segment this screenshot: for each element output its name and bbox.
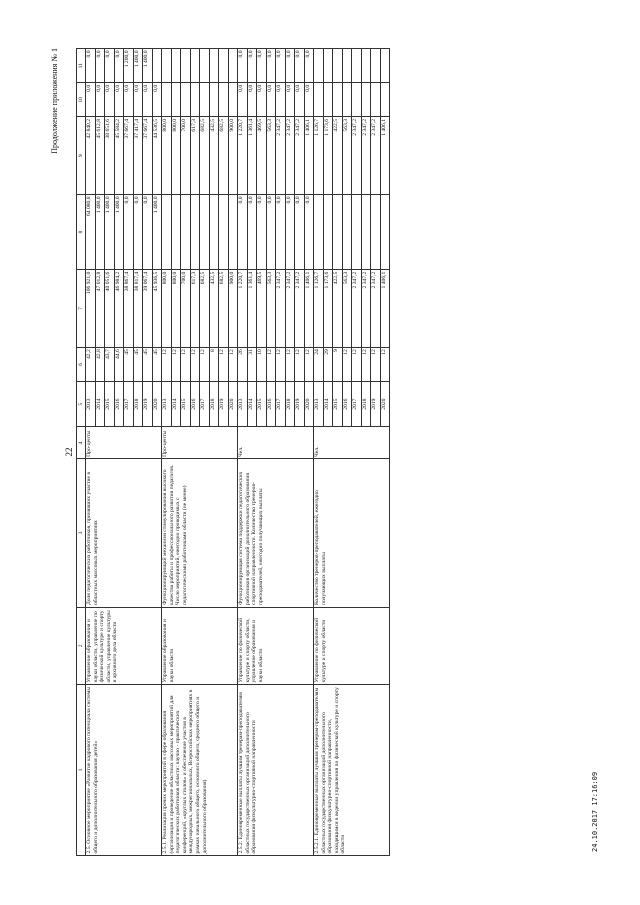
activity-name-cell: 2.5. Основное мероприятие «Развитие кадрового потенциала системы общего и дополнительного образования детей»: [86, 685, 162, 856]
year-cell: 2017: [124, 381, 134, 427]
value-cell: [314, 83, 324, 117]
year-cell: 2013: [86, 381, 96, 427]
indicator-cell: Доля педагогических работников, принявших участие в областных массовых мероприятиях: [86, 459, 162, 607]
value-cell: 0,0: [304, 83, 314, 117]
activity-name-cell: 2.5.1. Реализация прочих мероприятий в сфере образования (организация и проведение областных массовых мероприятий для педагогических работников области: научно - практических конференций, «круглых столов» и обеспечение участия в международных, межрегиональных, Всероссийских мероприятиях в рамках начального общего, основного общего, среднего общего и дополнительного образования): [162, 685, 238, 856]
value-cell: 45 584,2: [114, 117, 124, 195]
value-cell: 0,0: [247, 194, 257, 269]
year-cell: 2020: [228, 381, 238, 427]
value-cell: 0,0: [143, 83, 153, 117]
value-cell: 2 347,2: [361, 117, 371, 195]
value-cell: 617,3: [190, 117, 200, 195]
value-cell: [219, 49, 229, 83]
value-cell: 0,0: [238, 83, 248, 117]
value-cell: [209, 194, 219, 269]
year-cell: 2017: [200, 381, 210, 427]
value-cell: 45: [152, 347, 162, 381]
year-cell: 2017: [276, 381, 286, 427]
value-cell: 12: [285, 347, 295, 381]
value-cell: [181, 194, 191, 269]
value-cell: 2 347,2: [285, 270, 295, 348]
value-cell: 0,0: [238, 194, 248, 269]
unit-cell: Чел.: [314, 427, 390, 459]
indicator-cell: Функционирующий механизм стимулирования высокого качества работы и профессионального развития педагогов. Число мероприятий, ежегодно проводимых с педагогическими работниками области (не менее): [162, 459, 238, 607]
value-cell: 1 220,7: [238, 270, 248, 348]
value-cell: [152, 49, 162, 83]
value-cell: 37 667,4: [143, 117, 153, 195]
value-cell: 0,0: [114, 49, 124, 83]
value-cell: 0,0: [86, 49, 96, 83]
column-number: 8: [77, 194, 86, 269]
year-cell: 2013: [162, 381, 172, 427]
value-cell: 1 126,7: [314, 270, 324, 348]
value-cell: 12: [295, 347, 305, 381]
value-cell: [342, 83, 352, 117]
value-cell: 0,0: [295, 194, 305, 269]
value-cell: 0,0: [266, 83, 276, 117]
value-cell: 12: [190, 347, 200, 381]
value-cell: 38 651,6: [105, 117, 115, 195]
value-cell: 26: [238, 347, 248, 381]
value-cell: 12: [342, 347, 352, 381]
value-cell: 1 220,7: [238, 117, 248, 195]
value-cell: 12: [276, 347, 286, 381]
value-cell: [190, 194, 200, 269]
table-row: [86, 49, 96, 856]
value-cell: 2 347,2: [276, 117, 286, 195]
year-cell: 2020: [152, 381, 162, 427]
year-cell: 2018: [133, 381, 143, 427]
value-cell: [323, 49, 333, 83]
value-cell: 37 667,4: [124, 117, 134, 195]
year-cell: 2015: [257, 381, 267, 427]
value-cell: [314, 194, 324, 269]
value-cell: 0,0: [304, 194, 314, 269]
value-cell: 12: [162, 347, 172, 381]
year-cell: 2017: [352, 381, 362, 427]
page-header: [48, 48, 74, 856]
value-cell: 1 400,0: [143, 49, 153, 83]
value-cell: 0,0: [95, 83, 105, 117]
year-cell: 2013: [314, 381, 324, 427]
value-cell: 45 612,8: [95, 117, 105, 195]
value-cell: 0,0: [238, 49, 248, 83]
value-cell: 563,3: [342, 117, 352, 195]
value-cell: 45: [124, 347, 134, 381]
unit-cell: Про-центы: [86, 427, 162, 459]
page-number: 22: [64, 447, 74, 457]
year-cell: 2020: [380, 381, 390, 427]
year-cell: 2016: [114, 381, 124, 427]
value-cell: 12: [171, 347, 181, 381]
appendix-label: Продолжение приложения № 1: [50, 48, 59, 154]
value-cell: 0,0: [95, 49, 105, 83]
executor-cell: Управление по физической культуре и спорту области, управление образования и науки области: [238, 607, 314, 685]
value-cell: 432,5: [209, 117, 219, 195]
value-cell: 12: [219, 347, 229, 381]
value-cell: 43,7: [105, 347, 115, 381]
value-cell: [200, 83, 210, 117]
value-cell: 0,0: [247, 83, 257, 117]
value-cell: [209, 49, 219, 83]
value-cell: 900,0: [228, 117, 238, 195]
value-cell: 682,5: [200, 270, 210, 348]
value-cell: 42 840,2: [86, 117, 96, 195]
value-cell: 0,0: [152, 83, 162, 117]
value-cell: 0,0: [257, 83, 267, 117]
value-cell: 12: [181, 347, 191, 381]
value-cell: [171, 49, 181, 83]
year-cell: 2018: [361, 381, 371, 427]
value-cell: 1 126,7: [314, 117, 324, 195]
value-cell: 2 347,2: [352, 270, 362, 348]
value-cell: 0,0: [285, 194, 295, 269]
value-cell: [323, 83, 333, 117]
year-cell: 2016: [266, 381, 276, 427]
value-cell: [342, 49, 352, 83]
value-cell: 1 200,0: [124, 49, 134, 83]
value-cell: 46 984,2: [114, 270, 124, 348]
value-cell: 1 406,1: [380, 117, 390, 195]
column-number: 2: [77, 607, 86, 685]
value-cell: [371, 83, 381, 117]
value-cell: [190, 83, 200, 117]
value-cell: 0,0: [86, 83, 96, 117]
value-cell: 682,5: [200, 117, 210, 195]
value-cell: 700,0: [181, 270, 191, 348]
value-cell: 38 817,4: [133, 270, 143, 348]
column-number: 10: [77, 83, 86, 117]
value-cell: 45: [133, 347, 143, 381]
year-cell: 2014: [323, 381, 333, 427]
value-cell: 12: [200, 347, 210, 381]
value-cell: [380, 49, 390, 83]
value-cell: 0,0: [276, 194, 286, 269]
value-cell: 44,6: [114, 347, 124, 381]
value-cell: [361, 83, 371, 117]
value-cell: 1 406,1: [304, 270, 314, 348]
value-cell: [171, 194, 181, 269]
column-number: 11: [77, 49, 86, 83]
value-cell: 47 012,8: [95, 270, 105, 348]
value-cell: 0,0: [143, 194, 153, 269]
value-cell: 8: [209, 347, 219, 381]
value-cell: [200, 194, 210, 269]
value-cell: 10: [257, 347, 267, 381]
year-cell: 2019: [371, 381, 381, 427]
value-cell: 800,0: [171, 270, 181, 348]
value-cell: 0,0: [124, 194, 134, 269]
value-cell: 0,0: [257, 49, 267, 83]
value-cell: [352, 83, 362, 117]
column-number: 6: [77, 347, 86, 381]
value-cell: [333, 83, 343, 117]
value-cell: 1 400,0: [114, 194, 124, 269]
value-cell: 31: [247, 347, 257, 381]
value-cell: 12: [304, 347, 314, 381]
year-cell: 2016: [190, 381, 200, 427]
value-cell: 9: [333, 347, 343, 381]
value-cell: 2 347,2: [352, 117, 362, 195]
value-cell: 0,0: [276, 83, 286, 117]
value-cell: 0,0: [285, 49, 295, 83]
value-cell: [181, 49, 191, 83]
value-cell: 0,0: [276, 49, 286, 83]
value-cell: 12: [361, 347, 371, 381]
column-number: 7: [77, 270, 86, 348]
value-cell: 2 347,2: [361, 270, 371, 348]
value-cell: [361, 194, 371, 269]
year-cell: 2018: [285, 381, 295, 427]
value-cell: 42,2: [86, 347, 96, 381]
value-cell: 37 417,4: [133, 117, 143, 195]
value-cell: [314, 49, 324, 83]
value-cell: 12: [371, 347, 381, 381]
value-cell: 1 400,0: [95, 194, 105, 269]
value-cell: [190, 49, 200, 83]
value-cell: 1 361,4: [247, 117, 257, 195]
indicator-cell: Количество тренеров-преподавателей, ежегодно получающих выплаты: [314, 459, 390, 607]
print-timestamp: 24.10.2017 17:16:09: [591, 771, 599, 852]
value-cell: 1 400,0: [133, 49, 143, 83]
value-cell: 45 936,5: [152, 270, 162, 348]
executor-cell: Управление по физической культуре и спорту области: [314, 607, 390, 685]
value-cell: [162, 83, 172, 117]
year-cell: 2020: [304, 381, 314, 427]
value-cell: 0,0: [304, 49, 314, 83]
year-cell: 2016: [342, 381, 352, 427]
year-cell: 2015: [181, 381, 191, 427]
value-cell: 800,0: [171, 117, 181, 195]
year-cell: 2014: [171, 381, 181, 427]
value-cell: 2 347,2: [295, 270, 305, 348]
value-cell: 682,5: [219, 270, 229, 348]
value-cell: 900,0: [228, 270, 238, 348]
value-cell: 12: [352, 347, 362, 381]
year-cell: 2015: [333, 381, 343, 427]
value-cell: 1 406,1: [380, 270, 390, 348]
column-number: 9: [77, 117, 86, 195]
value-cell: 12: [380, 347, 390, 381]
year-cell: 2014: [247, 381, 257, 427]
value-cell: 563,3: [266, 270, 276, 348]
year-cell: 2019: [295, 381, 305, 427]
value-cell: 1 400,0: [152, 194, 162, 269]
year-cell: 2014: [95, 381, 105, 427]
rotated-page: [48, 48, 608, 856]
value-cell: 106 921,0: [86, 270, 96, 348]
value-cell: [209, 83, 219, 117]
value-cell: [162, 194, 172, 269]
value-cell: 0,0: [105, 83, 115, 117]
value-cell: 1 406,1: [304, 117, 314, 195]
value-cell: 0,0: [114, 83, 124, 117]
value-cell: 1 173,6: [323, 270, 333, 348]
value-cell: [228, 83, 238, 117]
value-cell: 38 867,4: [124, 270, 134, 348]
value-cell: 2 347,2: [295, 117, 305, 195]
indicator-cell: Функционирующая система поддержки педагогических работников организаций дополнительного образования спортивной направленности. Количество тренеров-преподавателей, ежегодно получающих выплаты: [238, 459, 314, 607]
value-cell: 700,0: [181, 117, 191, 195]
year-cell: 2015: [105, 381, 115, 427]
value-cell: [219, 83, 229, 117]
value-cell: [380, 194, 390, 269]
value-cell: 1 400,0: [105, 194, 115, 269]
column-numbers-row: [77, 49, 86, 856]
value-cell: 12: [228, 347, 238, 381]
unit-cell: Чел.: [238, 427, 314, 459]
value-cell: 29: [323, 347, 333, 381]
column-number: 5: [77, 381, 86, 427]
table-row: [314, 49, 324, 856]
year-cell: 2018: [209, 381, 219, 427]
value-cell: 432,5: [209, 270, 219, 348]
value-cell: [200, 49, 210, 83]
table-row: [238, 49, 248, 856]
column-number: 1: [77, 685, 86, 856]
value-cell: 0,0: [295, 49, 305, 83]
value-cell: 1 173,6: [323, 117, 333, 195]
value-cell: 0,0: [257, 194, 267, 269]
value-cell: 12: [266, 347, 276, 381]
value-cell: [352, 49, 362, 83]
column-number: 3: [77, 459, 86, 607]
value-cell: [171, 83, 181, 117]
year-cell: 2019: [219, 381, 229, 427]
value-cell: [371, 49, 381, 83]
value-cell: 682,5: [219, 117, 229, 195]
value-cell: [181, 83, 191, 117]
executor-cell: Управление образования и науки области, управление по физической культуре и спорту области, управление культуры и архивного дела области: [86, 607, 162, 685]
year-cell: 2019: [143, 381, 153, 427]
column-number: 4: [77, 427, 86, 459]
value-cell: 617,3: [190, 270, 200, 348]
value-cell: [352, 194, 362, 269]
value-cell: 2 347,2: [276, 270, 286, 348]
value-cell: 563,3: [266, 117, 276, 195]
value-cell: 422,5: [333, 117, 343, 195]
value-cell: 800,0: [162, 270, 172, 348]
value-cell: 469,5: [257, 117, 267, 195]
value-cell: 44 536,5: [152, 117, 162, 195]
value-cell: 40 051,6: [105, 270, 115, 348]
value-cell: [333, 194, 343, 269]
value-cell: 0,0: [247, 49, 257, 83]
value-cell: [361, 49, 371, 83]
value-cell: 0,0: [133, 194, 143, 269]
value-cell: 2 347,2: [371, 270, 381, 348]
value-cell: 2 347,2: [285, 117, 295, 195]
value-cell: [333, 49, 343, 83]
program-table: [76, 48, 390, 856]
activity-name-cell: 2.5.2. Единовременные выплаты лучшим тренерам-преподавателям областных государственных организаций дополнительного образования физкультурно-спортивной направленности: [238, 685, 314, 856]
table-row: [162, 49, 172, 856]
value-cell: [228, 49, 238, 83]
year-cell: 2013: [238, 381, 248, 427]
value-cell: 1 361,4: [247, 270, 257, 348]
value-cell: 64 080,8: [86, 194, 96, 269]
value-cell: 0,0: [105, 49, 115, 83]
value-cell: 42,8: [95, 347, 105, 381]
value-cell: [228, 194, 238, 269]
value-cell: [380, 83, 390, 117]
value-cell: 0,0: [266, 49, 276, 83]
value-cell: 0,0: [295, 83, 305, 117]
executor-cell: Управление образования и науки области: [162, 607, 238, 685]
value-cell: 24: [314, 347, 324, 381]
value-cell: [162, 49, 172, 83]
value-cell: 0,0: [266, 194, 276, 269]
value-cell: [371, 194, 381, 269]
value-cell: 0,0: [124, 83, 134, 117]
value-cell: 800,0: [162, 117, 172, 195]
unit-cell: Про-центы: [162, 427, 238, 459]
value-cell: [219, 194, 229, 269]
value-cell: [323, 194, 333, 269]
value-cell: 0,0: [285, 83, 295, 117]
value-cell: 2 347,2: [371, 117, 381, 195]
value-cell: 0,0: [133, 83, 143, 117]
value-cell: 469,5: [257, 270, 267, 348]
value-cell: 422,5: [333, 270, 343, 348]
activity-name-cell: 2.5.2.1. Единовременные выплаты лучшим тренерам-преподавателям областных государственных организаций дополнительного образования физкультурно-спортивной направленности, находящимся в ведении управления по физической культуре и спорту области: [314, 685, 390, 856]
value-cell: 563,3: [342, 270, 352, 348]
value-cell: 45: [143, 347, 153, 381]
value-cell: 39 067,4: [143, 270, 153, 348]
value-cell: [342, 194, 352, 269]
